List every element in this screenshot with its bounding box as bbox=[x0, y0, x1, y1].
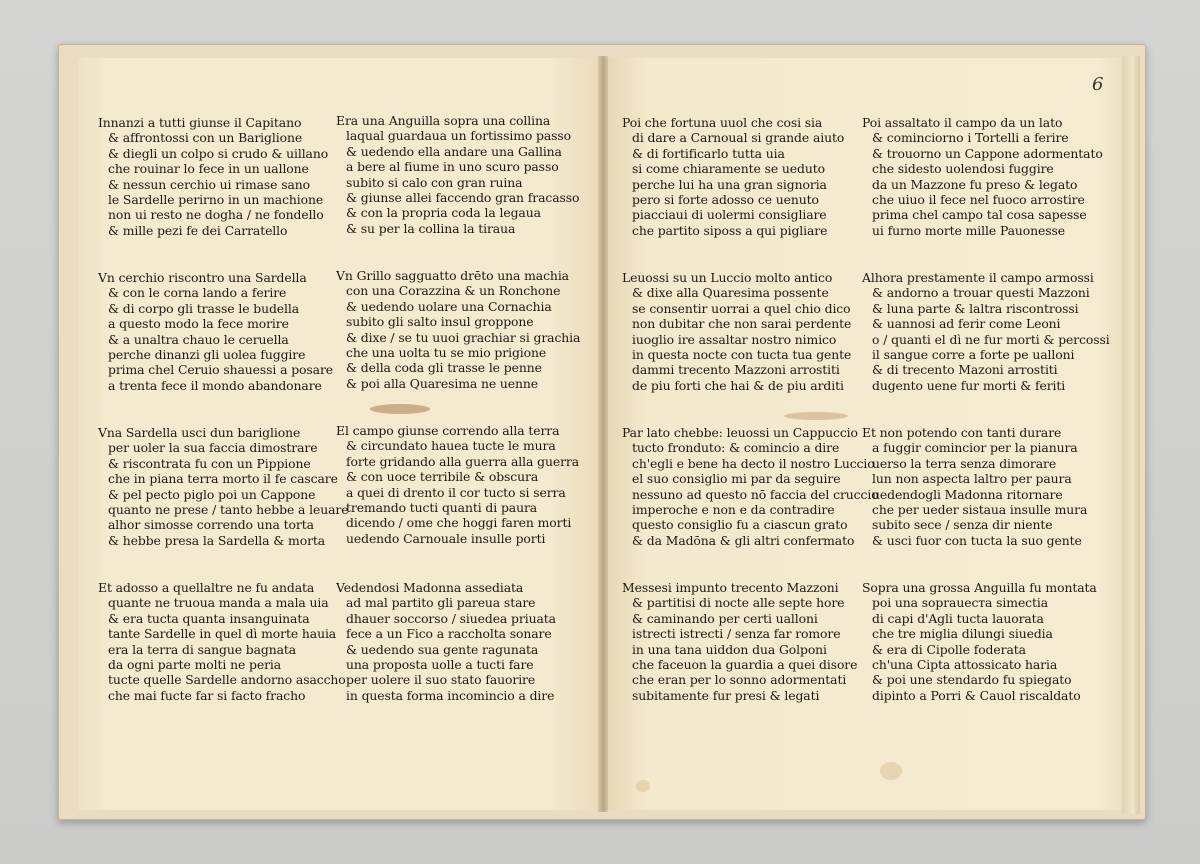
verse-line: pero si forte adosso ce uenuto bbox=[632, 192, 819, 208]
verse-line: Vna Sardella usci dun bariglione bbox=[98, 425, 301, 440]
verse-line: subito gli salto insul groppone bbox=[346, 314, 534, 330]
verse-line: Et adosso a quellaltre ne fu andata bbox=[98, 580, 315, 595]
verse-line: iuoglio ire assaltar nostro nimico bbox=[632, 331, 837, 347]
verse-line: & uedendo ella andare una Gallina bbox=[346, 143, 562, 159]
stanza bbox=[98, 580, 346, 703]
verse-line: & giunse allei faccendo gran fracasso bbox=[346, 190, 580, 206]
verse-line: a quei di drento il cor tucto si serra bbox=[346, 484, 566, 500]
verse-line: quanto ne prese / tanto hebbe a leuare bbox=[108, 502, 349, 518]
verse-line: laqual guardaua un fortissimo passo bbox=[346, 128, 572, 144]
verse-line: El campo giunse correndo alla terra bbox=[336, 423, 560, 438]
verse-line: alhor simosse correndo una torta bbox=[108, 517, 314, 533]
verse-line: & da Madōna & gli altri confermato bbox=[632, 532, 855, 548]
verse-line: per uoler la sua faccia dimostrare bbox=[108, 440, 318, 456]
verse-line: & luna parte & laltra riscontrossi bbox=[872, 300, 1079, 316]
verse-line: che sidesto uolendosi fuggire bbox=[872, 161, 1054, 177]
verse-line: subitamente fur presi & legati bbox=[632, 687, 820, 703]
verse-line: a fuggir comincior per la pianura bbox=[872, 440, 1078, 456]
verse-line: per uolere il suo stato fauorire bbox=[346, 672, 536, 688]
verse-line: perche dinanzi gli uolea fuggire bbox=[108, 347, 306, 363]
verse-line: a questo modo la fece morire bbox=[108, 316, 289, 332]
verse-line: che una uolta tu se mio prigione bbox=[346, 345, 547, 361]
verse-line: nessuno ad questo nō faccia del cruccio bbox=[632, 486, 879, 502]
verse-line: & trouorno un Cappone adormentato bbox=[872, 145, 1103, 161]
verse-line: & era di Cipolle foderata bbox=[872, 641, 1026, 657]
verse-line: & di corpo gli trasse le budella bbox=[108, 300, 300, 316]
verse-line: & riscontrata fu con un Pippione bbox=[108, 455, 311, 471]
verse-line: & della coda gli trasse le penne bbox=[346, 360, 542, 376]
verse-line: & usci fuor con tucta la suo gente bbox=[872, 532, 1082, 548]
verse-line: & con le corna lando a ferire bbox=[108, 285, 287, 301]
verse-line: in una tana uiddon dua Golponi bbox=[632, 641, 827, 657]
verse-line: & su per la collina la tiraua bbox=[346, 220, 516, 236]
verse-line: uedendo Carnouale insulle porti bbox=[346, 530, 546, 546]
stanza bbox=[862, 115, 1103, 238]
verse-line: & partitisi di nocte alle septe hore bbox=[632, 595, 845, 611]
verse-line: & dixe alla Quaresima possente bbox=[632, 285, 829, 301]
verse-line: perche lui ha una gran signoria bbox=[632, 176, 827, 192]
verse-line: a trenta fece il mondo abandonare bbox=[108, 377, 322, 393]
verse-line: dipinto a Porri & Cauol riscaldato bbox=[872, 687, 1081, 703]
verse-line: subito si calo con gran ruina bbox=[346, 174, 523, 190]
verse-line: da un Mazzone fu preso & legato bbox=[872, 176, 1078, 192]
verse-line: istrecti istrecti / senza far romore bbox=[632, 626, 841, 642]
verse-line: quante ne truoua manda a mala uia bbox=[108, 595, 329, 611]
verse-line: Par lato chebbe: leuossi un Cappuccio bbox=[622, 425, 858, 440]
verse-line: imperoche e non e da contradire bbox=[632, 502, 835, 518]
stanza bbox=[622, 425, 879, 548]
verse-line: tucto fronduto: & comincio a dire bbox=[632, 440, 840, 456]
verse-line: & di fortificarlo tutta uia bbox=[632, 145, 785, 161]
stanza bbox=[98, 425, 348, 548]
stanza bbox=[336, 580, 556, 703]
verse-line: & poi alla Quaresima ne uenne bbox=[346, 375, 539, 391]
stanza bbox=[862, 270, 1110, 393]
verse-line: o / quanti el dì ne fur morti & percossi bbox=[872, 331, 1110, 347]
stanza bbox=[336, 268, 580, 391]
verse-line: & con la propria coda la legaua bbox=[346, 205, 541, 221]
verse-line: & pel pecto piglo poi un Cappone bbox=[108, 486, 316, 502]
verse-line: dugento uene fur morti & feriti bbox=[872, 377, 1066, 393]
book-gutter bbox=[598, 56, 608, 812]
verse-line: Innanzi a tutti giunse il Capitano bbox=[98, 115, 302, 130]
verse-line: & mille pezi fe dei Carratello bbox=[108, 222, 288, 238]
verse-line: & di trecento Mazoni arrostiti bbox=[872, 362, 1058, 378]
verse-line: che eran per lo sonno adormentati bbox=[632, 672, 847, 688]
verse-line: che per ueder sistaua insulle mura bbox=[872, 502, 1088, 518]
verse-line: in questa nocte con tucta tua gente bbox=[632, 347, 852, 363]
verse-line: & uedendo sua gente ragunata bbox=[346, 641, 539, 657]
verse-line: Era una Anguilla sopra una collina bbox=[336, 113, 551, 128]
paper-stain bbox=[370, 404, 430, 414]
verse-line: tremando tucti quanti di paura bbox=[346, 500, 538, 516]
verse-line: che in piana terra morto il fe cascare bbox=[108, 471, 338, 487]
verse-line: & diegli un colpo si crudo & uillano bbox=[108, 145, 329, 161]
verse-line: subito sece / senza dir niente bbox=[872, 517, 1053, 533]
page-edges bbox=[1122, 56, 1140, 814]
verse-line: Poi che fortuna uuol che cosi sia bbox=[622, 115, 823, 130]
verse-line: & con uoce terribile & obscura bbox=[346, 469, 539, 485]
verse-line: & cominciorno i Tortelli a ferire bbox=[872, 130, 1069, 146]
verse-line: a bere al fiume in uno scuro passo bbox=[346, 159, 559, 175]
verse-line: da ogni parte molti ne peria bbox=[108, 657, 282, 673]
verse-line: & era tucta quanta insanguinata bbox=[108, 610, 310, 626]
verse-line: uerso la terra senza dimorare bbox=[872, 455, 1057, 471]
verse-line: & uannosi ad ferir come Leoni bbox=[872, 316, 1061, 332]
verse-line: & caminando per certi ualloni bbox=[632, 610, 818, 626]
stanza bbox=[336, 113, 579, 236]
verse-line: non dubitar che non sarai perdente bbox=[632, 316, 852, 332]
verse-line: Sopra una grossa Anguilla fu montata bbox=[862, 580, 1097, 595]
verse-line: di capi d'Agli tucta lauorata bbox=[872, 610, 1044, 626]
verse-line: che uiuo il fece nel fuoco arrostire bbox=[872, 192, 1085, 208]
verse-line: che rouinar lo fece in un uallone bbox=[108, 161, 309, 177]
verse-line: tucte quelle Sardelle andorno asaccho bbox=[108, 672, 346, 688]
verse-line: poi una sopraueста simectia bbox=[872, 595, 1049, 611]
verse-line: & uedendo uolare una Cornachia bbox=[346, 298, 552, 314]
verse-line: le Sardelle perirno in un machione bbox=[108, 192, 324, 208]
verse-line: che mai fucte far si facto fracho bbox=[108, 687, 306, 703]
verse-line: ad mal partito gli pareua stare bbox=[346, 595, 536, 611]
page-number: 6 bbox=[1092, 74, 1104, 95]
verse-line: dhauer soccorso / siuedea priuata bbox=[346, 610, 556, 626]
verse-line: & affrontossi con un Bariglione bbox=[108, 130, 303, 146]
verse-line: era la terra di sangue bagnata bbox=[108, 641, 297, 657]
verse-line: ch'una Cipta attossicato haria bbox=[872, 657, 1058, 673]
verse-line: Alhora prestamente il campo armossi bbox=[862, 270, 1094, 285]
verse-line: una proposta uolle a tucti fare bbox=[346, 657, 534, 673]
verse-line: prima chel Ceruio shauessi a posare bbox=[108, 362, 334, 378]
verse-line: questo consiglio fu a ciascun grato bbox=[632, 517, 848, 533]
paper-stain bbox=[880, 762, 902, 780]
verse-line: & dixe / se tu uuoi grachiar si grachia bbox=[346, 329, 581, 345]
verse-line: si come chiaramente se ueduto bbox=[632, 161, 825, 177]
verse-line: Vn Grillo sagguatto drēto una machia bbox=[336, 268, 569, 283]
paper-stain bbox=[784, 412, 848, 420]
verse-line: uedendogli Madonna ritornare bbox=[872, 486, 1063, 502]
verse-line: dicendo / ome che hoggi faren morti bbox=[346, 515, 572, 531]
paper-stain bbox=[636, 780, 650, 792]
verse-line: se consentir uorrai a quel chio dico bbox=[632, 300, 851, 316]
verse-line: de piu forti che hai & de piu arditi bbox=[632, 377, 844, 393]
verse-line: Vedendosi Madonna assediata bbox=[336, 580, 524, 595]
verse-line: Et non potendo con tanti durare bbox=[862, 425, 1062, 440]
verse-line: piacciaui di uolermi consigliare bbox=[632, 207, 827, 223]
verse-line: & hebbe presa la Sardella & morta bbox=[108, 532, 326, 548]
verse-line: di dare a Carnoual si grande aiuto bbox=[632, 130, 845, 146]
verse-line: che partito siposs a qui pigliare bbox=[632, 222, 828, 238]
stanza bbox=[336, 423, 579, 546]
verse-line: ch'egli e bene ha decto il nostro Luccio bbox=[632, 455, 875, 471]
verse-line: Poi assaltato il campo da un lato bbox=[862, 115, 1063, 130]
verse-line: forte gridando alla guerra alla guerra bbox=[346, 453, 580, 469]
stanza bbox=[98, 270, 333, 393]
verse-line: Messesi impunto trecento Mazzoni bbox=[622, 580, 839, 595]
verse-line: & circundato hauea tucte le mura bbox=[346, 438, 556, 454]
verse-line: & a unaltra chauo le ceruella bbox=[108, 331, 289, 347]
verse-line: & nessun cerchio ui rimase sano bbox=[108, 176, 310, 192]
verse-line: Leuossi su un Luccio molto antico bbox=[622, 270, 833, 285]
verse-line: lun non aspecta laltro per paura bbox=[872, 471, 1072, 487]
verse-line: ui furno morte mille Pauonesse bbox=[872, 222, 1066, 238]
stanza bbox=[622, 580, 857, 703]
verse-line: che faceuon la guardia a quei disore bbox=[632, 657, 858, 673]
verse-line: & poi une stendardo fu spiegato bbox=[872, 672, 1072, 688]
stanza bbox=[862, 425, 1087, 548]
verse-line: il sangue corre a forte pe ualloni bbox=[872, 347, 1075, 363]
verse-line: fece a un Fico a raccholta sonare bbox=[346, 626, 552, 642]
verse-line: Vn cerchio riscontro una Sardella bbox=[98, 270, 307, 285]
verse-line: con una Corazzina & un Ronchone bbox=[346, 283, 561, 299]
verse-line: in questa forma incomincio a dire bbox=[346, 687, 555, 703]
stanza bbox=[98, 115, 328, 238]
stanza bbox=[622, 270, 851, 393]
verse-line: tante Sardelle in quel dì morte hauia bbox=[108, 626, 337, 642]
verse-line: che tre miglia dilungi siuedia bbox=[872, 626, 1053, 642]
verse-line: & andorno a trouar questi Mazzoni bbox=[872, 285, 1090, 301]
verse-line: el suo consiglio mi par da seguire bbox=[632, 471, 841, 487]
stanza bbox=[862, 580, 1097, 703]
stanza bbox=[622, 115, 844, 238]
verse-line: non ui resto ne dogha / ne fondello bbox=[108, 207, 324, 223]
verse-line: dammi trecento Mazzoni arrostiti bbox=[632, 362, 840, 378]
verse-line: prima chel campo tal cosa sapesse bbox=[872, 207, 1087, 223]
